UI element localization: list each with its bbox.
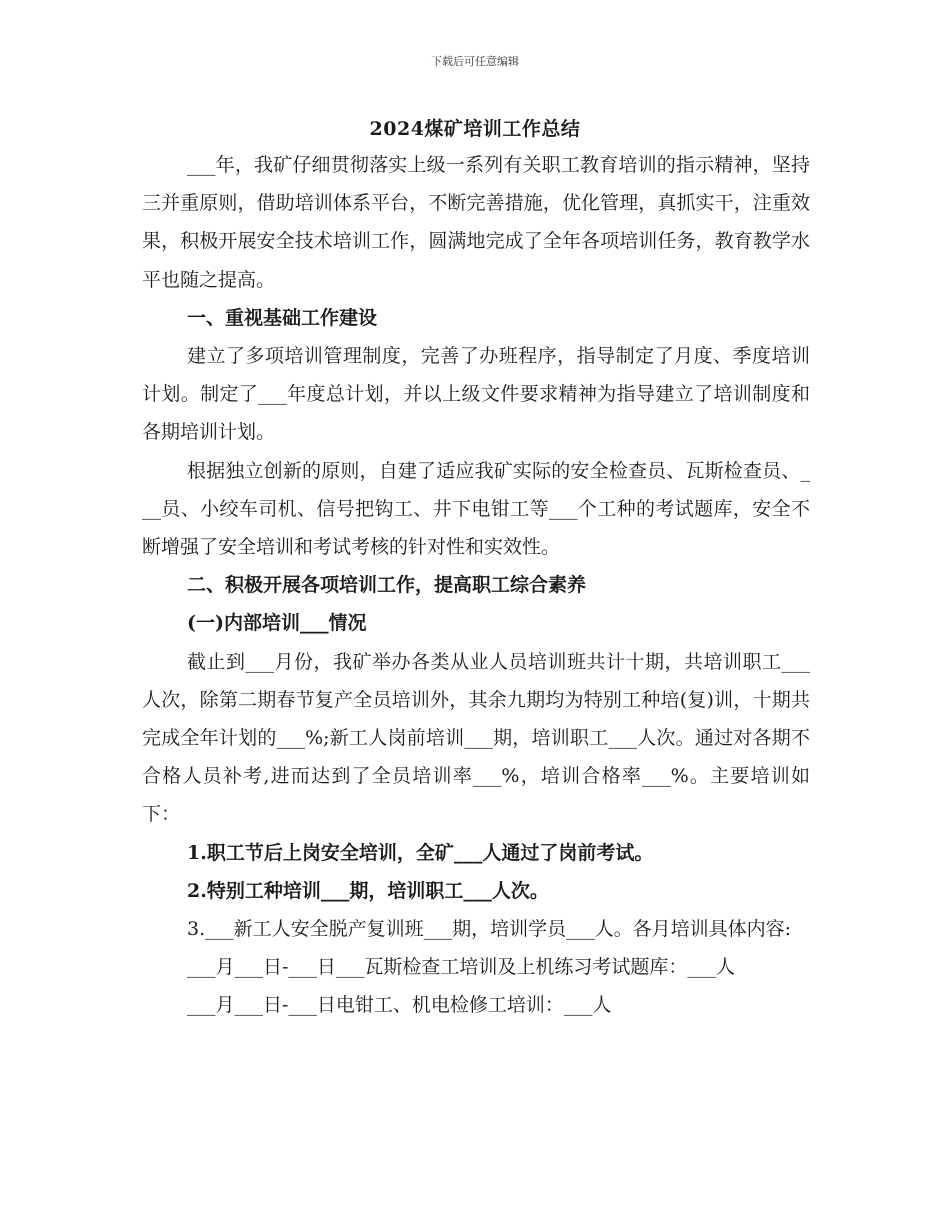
section-heading-1: 一、重视基础工作建设 [187,306,378,329]
training-item-3: 3.___新工人安全脱产复训班___期，培训学员___人。各月培训具体内容: [187,918,792,941]
subsection-heading-1: (一)内部培训___情况 [187,612,367,635]
intro-paragraph: ___年，我矿仔细贯彻落实上级一系列有关职工教育培训的指示精神，坚持三并重原则，借助培训体系平台，不断完善措施，优化管理，真抓实干，注重效果，积极开展安全技术培训工作，圆满地完成了全年各项培训任务，教育教学水平也随之提高。 [142,154,810,291]
section-1-paragraph-1: 建立了多项培训管理制度，完善了办班程序，指导制定了月度、季度培训计划。制定了___年度总计划，并以上级文件要求精神为指导建立了培训制度和各期培训计划。 [142,345,810,444]
header-note: 下载后可任意编辑 [431,55,519,68]
training-item-1: 1.职工节后上岗安全培训，全矿___人通过了岗前考试。 [187,841,654,864]
schedule-entry-1: ___月___日-___日___瓦斯检查工培训及上机练习考试题库：___人 [187,956,735,979]
schedule-entry-2: ___月___日-___日电钳工、机电检修工培训：___人 [187,994,612,1017]
training-item-2: 2.特别工种培训___期，培训职工___人次。 [187,879,549,902]
subsection-1-paragraph: 截止到___月份，我矿举办各类从业人员培训班共计十期，共培训职工___人次，除第二期春节复产全员培训外，其余九期均为特别工种培(复)训，十期共完成全年计划的___%;新工人岗前培训___期，培训职工___人次。通过对各期不合格人员补考,进而达到了全员培训率___%，培训合格率___%。主要培训如下： [142,650,810,826]
section-heading-2: 二、积极开展各项培训工作，提高职工综合素养 [187,574,587,597]
section-1-paragraph-2: 根据独立创新的原则，自建了适应我矿实际的安全检查员、瓦斯检查员、___员、小绞车司机、信号把钩工、井下电钳工等___个工种的考试题库，安全不断增强了安全培训和考试考核的针对性和实效性。 [142,459,810,559]
document-body [142,146,810,1025]
document-title: 2024煤矿培训工作总结 [369,118,581,140]
